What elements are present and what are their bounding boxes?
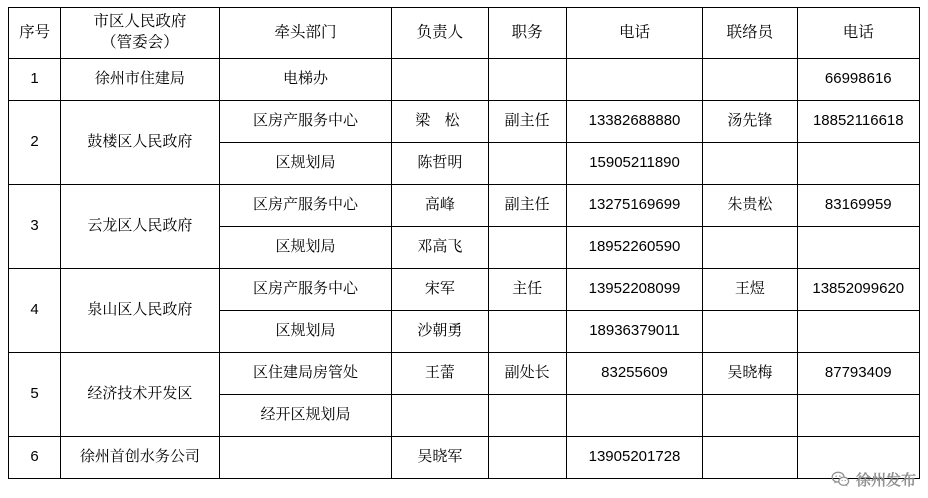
cell-phone2: 18852116618 <box>797 101 919 143</box>
table-row <box>9 437 920 479</box>
cell-dept: 区房产服务中心 <box>219 101 392 143</box>
cell-title <box>488 143 566 185</box>
cell-gov: 鼓楼区人民政府 <box>61 101 220 185</box>
cell-person <box>392 395 488 437</box>
cell-dept: 电梯办 <box>219 59 392 101</box>
cell-gov: 云龙区人民政府 <box>61 185 220 269</box>
cell-person: 王蕾 <box>392 353 488 395</box>
cell-phone2: 13852099620 <box>797 269 919 311</box>
table-header-row <box>9 8 920 59</box>
cell-liaison: 王煜 <box>703 269 797 311</box>
cell-title: 副处长 <box>488 353 566 395</box>
cell-seq: 5 <box>9 353 61 437</box>
cell-seq: 3 <box>9 185 61 269</box>
cell-title <box>488 437 566 479</box>
cell-person: 宋军 <box>392 269 488 311</box>
cell-title <box>488 395 566 437</box>
cell-person: 沙朝勇 <box>392 311 488 353</box>
cell-phone2: 66998616 <box>797 59 919 101</box>
header-cell-seq: 序号 <box>9 8 61 59</box>
header-cell-phone2: 电话 <box>797 8 919 59</box>
cell-seq: 4 <box>9 269 61 353</box>
cell-liaison: 吴晓梅 <box>703 353 797 395</box>
header-cell-gov <box>61 8 220 59</box>
header-cell-dept: 牵头部门 <box>219 8 392 59</box>
cell-liaison <box>703 59 797 101</box>
cell-liaison <box>703 311 797 353</box>
cell-phone: 13952208099 <box>566 269 702 311</box>
cell-seq: 1 <box>9 59 61 101</box>
cell-phone: 18936379011 <box>566 311 702 353</box>
header-cell-title: 职务 <box>488 8 566 59</box>
cell-dept: 区规划局 <box>219 143 392 185</box>
cell-phone: 83255609 <box>566 353 702 395</box>
cell-title: 主任 <box>488 269 566 311</box>
header-cell-person: 负责人 <box>392 8 488 59</box>
cell-phone: 18952260590 <box>566 227 702 269</box>
cell-title <box>488 311 566 353</box>
cell-title <box>488 227 566 269</box>
cell-dept: 区规划局 <box>219 227 392 269</box>
document-sheet <box>8 7 920 479</box>
cell-seq: 2 <box>9 101 61 185</box>
cell-phone: 13382688880 <box>566 101 702 143</box>
wechat-watermark-label: 徐州发布 <box>855 472 916 489</box>
cell-gov: 泉山区人民政府 <box>61 269 220 353</box>
cell-dept: 区规划局 <box>219 311 392 353</box>
cell-phone <box>566 395 702 437</box>
cell-liaison: 朱贵松 <box>703 185 797 227</box>
cell-phone2 <box>797 395 919 437</box>
header-cell-phone: 电话 <box>566 8 702 59</box>
cell-person <box>392 59 488 101</box>
cell-liaison <box>703 395 797 437</box>
cell-gov: 徐州市住建局 <box>61 59 220 101</box>
cell-title: 副主任 <box>488 185 566 227</box>
cell-person: 高峰 <box>392 185 488 227</box>
cell-dept: 区房产服务中心 <box>219 269 392 311</box>
table-row <box>9 101 920 143</box>
cell-phone2: 83169959 <box>797 185 919 227</box>
cell-liaison: 汤先锋 <box>703 101 797 143</box>
cell-person: 陈哲明 <box>392 143 488 185</box>
cell-person: 邓高飞 <box>392 227 488 269</box>
table-row <box>9 269 920 311</box>
cell-phone: 13275169699 <box>566 185 702 227</box>
cell-dept: 区住建局房管处 <box>219 353 392 395</box>
cell-seq: 6 <box>9 437 61 479</box>
cell-dept <box>219 437 392 479</box>
table-body <box>9 59 920 479</box>
header-gov-line2: （管委会） <box>101 34 179 51</box>
wechat-icon <box>831 470 850 489</box>
header-cell-liaison: 联络员 <box>703 8 797 59</box>
cell-phone2 <box>797 227 919 269</box>
cell-liaison <box>703 143 797 185</box>
cell-phone2 <box>797 311 919 353</box>
cell-person: 梁 松 <box>392 101 488 143</box>
cell-title: 副主任 <box>488 101 566 143</box>
wechat-watermark <box>831 469 916 490</box>
cell-phone: 13905201728 <box>566 437 702 479</box>
cell-gov: 徐州首创水务公司 <box>61 437 220 479</box>
cell-liaison <box>703 437 797 479</box>
cell-phone: 15905211890 <box>566 143 702 185</box>
contact-table <box>8 7 920 479</box>
cell-person: 吴晓军 <box>392 437 488 479</box>
cell-title <box>488 59 566 101</box>
cell-phone2 <box>797 143 919 185</box>
header-gov-line1: 市区人民政府 <box>93 13 187 31</box>
cell-gov: 经济技术开发区 <box>61 353 220 437</box>
cell-phone <box>566 59 702 101</box>
table-row <box>9 59 920 101</box>
cell-liaison <box>703 227 797 269</box>
table-row <box>9 185 920 227</box>
cell-dept: 区房产服务中心 <box>219 185 392 227</box>
cell-phone2: 87793409 <box>797 353 919 395</box>
cell-dept: 经开区规划局 <box>219 395 392 437</box>
table-row <box>9 353 920 395</box>
